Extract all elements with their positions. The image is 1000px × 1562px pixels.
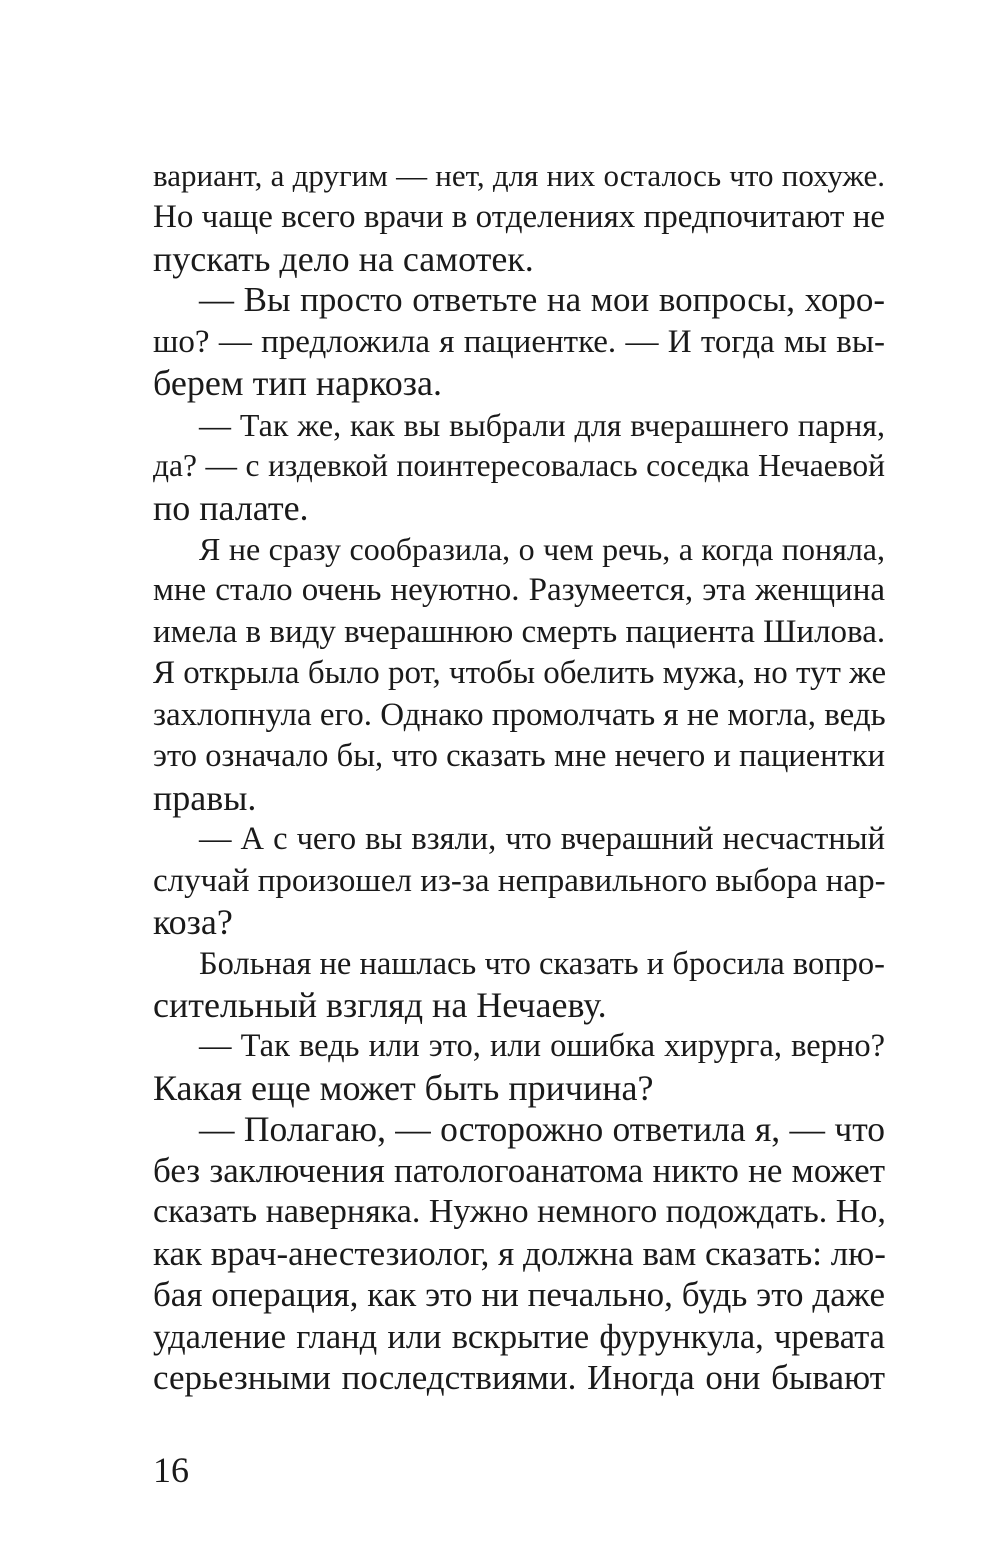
text-line: сказать наверняка. Нужно немного подождать. Но, xyxy=(153,1193,886,1230)
text-line: сительный взгляд на Нечаеву. xyxy=(153,985,607,1025)
text-line: мне стало очень неуютно. Разумеется, эта женщина xyxy=(153,572,885,608)
text-line: — Полагаю, — осторожно ответила я, — что xyxy=(199,1109,885,1149)
text-line: Больная не нашлась что сказать и бросила вопро- xyxy=(199,946,885,982)
text-line: захлопнула его. Однако промолчать я не могла, ведь xyxy=(153,697,886,733)
text-line: — Так ведь или это, или ошибка хирурга, верно? xyxy=(199,1028,885,1064)
text-line: — Так же, как вы выбрали для вчерашнего парня, xyxy=(199,407,885,443)
text-line: да? — с издевкой поинтересовалась соседка Нечаевой xyxy=(153,448,885,483)
text-line: бая операция, как это ни печально, будь это даже xyxy=(153,1275,885,1314)
text-line: пускать дело на самотек. xyxy=(153,239,534,279)
text-line: — А с чего вы взяли, что вчерашний несчастный xyxy=(199,821,885,857)
text-line: берем тип наркоза. xyxy=(153,363,442,403)
text-line: вариант, а другим — нет, для них осталось что похуже. xyxy=(153,158,885,193)
text-line: шо? — предложила я пациентке. — И тогда мы вы- xyxy=(153,324,885,360)
text-line: правы. xyxy=(153,778,257,818)
text-line: Но чаще всего врачи в отделениях предпочитают не xyxy=(153,199,885,235)
text-line: без заключения патологоанатома никто не может xyxy=(153,1151,885,1190)
text-line: серьезными последствиями. Иногда они бывают xyxy=(153,1358,885,1397)
page-number: 16 xyxy=(153,1450,189,1490)
text-line: по палате. xyxy=(153,488,309,528)
text-line: как врач-анестезиолог, я должна вам сказать: лю- xyxy=(153,1234,886,1273)
text-line: имела в виду вчерашнюю смерть пациента Шилова. xyxy=(153,614,886,650)
text-line: удаление гланд или вскрытие фурункула, чревата xyxy=(153,1318,885,1356)
text-line: — Вы просто ответьте на мои вопросы, хоро- xyxy=(199,280,885,319)
text-line: Я не сразу сообразила, о чем речь, а когда поняла, xyxy=(199,531,885,567)
text-line: это означало бы, что сказать мне нечего и пациентки xyxy=(153,738,885,774)
text-line: Я открыла было рот, чтобы обелить мужа, но тут же xyxy=(153,655,887,691)
text-line: Какая еще может быть причина? xyxy=(153,1068,654,1108)
text-line: коза? xyxy=(153,902,233,942)
text-line: случай произошел из-за неправильного выбора нар- xyxy=(153,863,886,899)
